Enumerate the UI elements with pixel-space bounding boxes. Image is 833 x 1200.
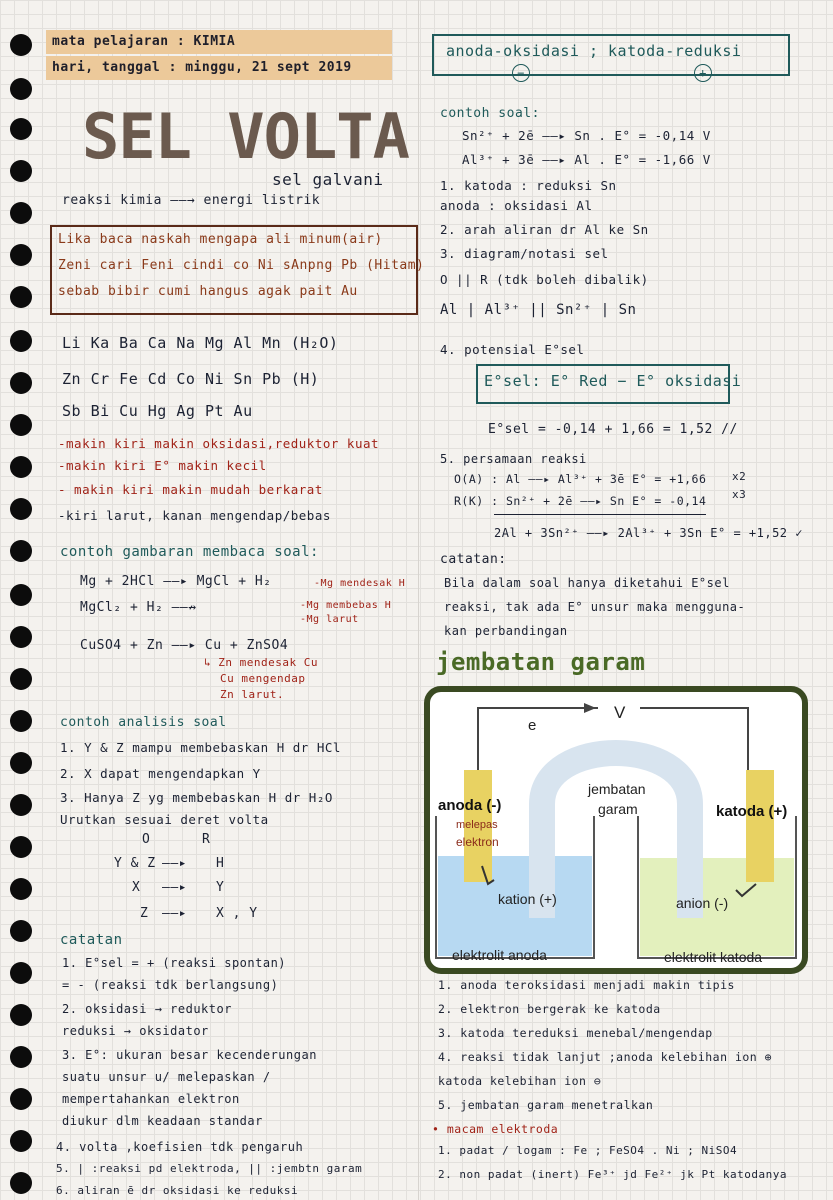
diagram-el-katoda: elektrolit katoda bbox=[664, 949, 763, 965]
diagram-katoda: katoda (+) bbox=[716, 803, 788, 820]
catatan-item: 3. E°: ukuran besar kecenderungan bbox=[62, 1048, 317, 1062]
point-line: 1. anoda teroksidasi menjadi makin tipis bbox=[438, 978, 735, 992]
catatan-right-text: reaksi, tak ada E° unsur maka mengguna- bbox=[444, 600, 746, 614]
half-reaction: Sn²⁺ + 2ē ——▸ Sn . E° = -0,14 V bbox=[462, 128, 711, 143]
rule-line: - makin kiri makin mudah berkarat bbox=[58, 482, 323, 497]
diagram-anion: anion (-) bbox=[676, 895, 729, 911]
diagram-bridge: garam bbox=[598, 801, 638, 817]
catatan-item: reduksi → oksidator bbox=[62, 1024, 209, 1038]
example-note: Zn larut. bbox=[220, 688, 285, 701]
analysis-table-cell: ——▸ bbox=[162, 880, 187, 895]
jembatan-title: jembatan garam bbox=[436, 648, 646, 676]
diagram-melepas: melepas bbox=[456, 819, 498, 831]
example-note: -Mg mendesak H bbox=[314, 578, 406, 589]
persamaan-label: 5. persamaan reaksi bbox=[440, 452, 587, 466]
analysis-heading: contoh analisis soal bbox=[60, 715, 227, 730]
catatan-item: 2. oksidasi → reduktor bbox=[62, 1002, 232, 1016]
plus-circle: + bbox=[694, 64, 712, 82]
catatan-item: 6. aliran ē dr oksidasi ke reduksi bbox=[56, 1184, 299, 1197]
contoh-soal-heading: contoh soal: bbox=[440, 106, 540, 121]
analysis-table-cell: ——▸ bbox=[162, 856, 187, 871]
example-equation: CuSO4 + Zn ——▸ Cu + ZnSO4 bbox=[80, 638, 289, 653]
elektroda-item: 2. non padat (inert) Fe³⁺ jd Fe²⁺ jk Pt katodanya bbox=[438, 1168, 788, 1181]
series-line: Li Ka Ba Ca Na Mg Al Mn (H₂O) bbox=[62, 334, 339, 352]
step-line: anoda : oksidasi Al bbox=[440, 198, 593, 213]
catatan-item: 5. | :reaksi pd elektroda, || :jembtn garam bbox=[56, 1162, 363, 1175]
catatan-heading: catatan bbox=[60, 932, 123, 948]
analysis-table-cell: X bbox=[132, 880, 141, 895]
example-note: -Mg membebas H bbox=[300, 600, 392, 611]
diagram-e: e bbox=[528, 717, 537, 734]
analysis-table-cell: Z bbox=[140, 906, 149, 921]
reaction-energy: reaksi kimia ——→ energi listrik bbox=[62, 193, 321, 208]
step-line: 1. katoda : reduksi Sn bbox=[440, 178, 617, 193]
sum-line bbox=[494, 514, 706, 515]
catatan-item: 1. E°sel = + (reaksi spontan) bbox=[62, 956, 287, 970]
catatan-item: suatu unsur u/ melepaskan / bbox=[62, 1070, 271, 1084]
mnemonic-line: sebab bibir cumi hangus agak pait Au bbox=[58, 284, 358, 299]
formula-text: E°sel: E° Red − E° oksidasi bbox=[484, 372, 742, 390]
diagram-kation: kation (+) bbox=[498, 891, 557, 907]
series-line: Sb Bi Cu Hg Ag Pt Au bbox=[62, 402, 253, 420]
diagram-bridge: jembatan bbox=[588, 781, 646, 797]
catatan-item: diukur dlm keadaan standar bbox=[62, 1114, 263, 1128]
salt-bridge-diagram bbox=[424, 686, 808, 974]
catatan-item: 4. volta ,koefisien tdk pengaruh bbox=[56, 1140, 304, 1154]
catatan-item: mempertahankan elektron bbox=[62, 1092, 240, 1106]
example-note: ↳ Zn mendesak Cu bbox=[204, 656, 318, 669]
analysis-table-head: R bbox=[202, 832, 211, 847]
example-equation: MgCl₂ + H₂ ——↛ bbox=[80, 600, 197, 615]
diagram-v: V bbox=[614, 703, 626, 722]
rule-line: -makin kiri makin oksidasi,reduktor kuat bbox=[58, 436, 380, 451]
example-equation: Mg + 2HCl ——▸ MgCl + H₂ bbox=[80, 574, 272, 589]
point-line: 2. elektron bergerak ke katoda bbox=[438, 1002, 661, 1016]
step-line: O || R (tdk boleh dibalik) bbox=[440, 272, 649, 287]
analysis-item: Urutkan sesuai deret volta bbox=[60, 812, 269, 827]
analysis-item: 1. Y & Z mampu membebaskan H dr HCl bbox=[60, 740, 341, 755]
potensial-label: 4. potensial E°sel bbox=[440, 342, 585, 357]
catatan-right-text: kan perbandingan bbox=[444, 624, 568, 638]
diagram-melepas: elektron bbox=[456, 835, 499, 849]
step-line: Al | Al³⁺ || Sn²⁺ | Sn bbox=[440, 302, 637, 318]
example-heading: contoh gambaran membaca soal: bbox=[60, 544, 319, 560]
catatan-item: = - (reaksi tdk berlangsung) bbox=[62, 978, 279, 992]
elektroda-heading: • macam elektroda bbox=[432, 1122, 559, 1136]
diagram-anoda: anoda (-) bbox=[438, 797, 502, 814]
anoda-katoda-label: anoda-oksidasi ; katoda-reduksi bbox=[446, 42, 742, 60]
mnemonic-line: Zeni cari Feni cindi co Ni sAnpng Pb (Hitam) bbox=[58, 258, 425, 273]
example-note: Cu mengendap bbox=[220, 672, 306, 685]
point-line: 4. reaksi tidak lanjut ;anoda kelebihan ion ⊕ bbox=[438, 1050, 773, 1064]
date-label: hari, tanggal : minggu, 21 sept 2019 bbox=[46, 56, 392, 80]
mnemonic-line: Lika baca naskah mengapa ali minum(air) bbox=[58, 232, 383, 247]
page-subtitle: sel galvani bbox=[272, 170, 384, 189]
step-line: 2. arah aliran dr Al ke Sn bbox=[440, 222, 649, 237]
reduction-eq: R(K) : Sn²⁺ + 2ē ——▸ Sn E° = -0,14 bbox=[454, 494, 707, 508]
multiplier: x2 bbox=[732, 470, 747, 483]
catatan-right-heading: catatan: bbox=[440, 552, 507, 567]
step-line: 3. diagram/notasi sel bbox=[440, 246, 609, 261]
analysis-table-cell: ——▸ bbox=[162, 906, 187, 921]
rule-line: -kiri larut, kanan mengendap/bebas bbox=[58, 508, 331, 523]
analysis-table-cell: Y & Z bbox=[114, 856, 156, 871]
rule-line: -makin kiri E° makin kecil bbox=[58, 458, 267, 473]
multiplier: x3 bbox=[732, 488, 747, 501]
minus-circle: − bbox=[512, 64, 530, 82]
series-line: Zn Cr Fe Cd Co Ni Sn Pb (H) bbox=[62, 370, 320, 388]
analysis-table-head: O bbox=[142, 832, 151, 847]
analysis-table-cell: H bbox=[216, 856, 225, 871]
analysis-table-cell: X , Y bbox=[216, 906, 258, 921]
page-divider bbox=[418, 0, 419, 1200]
example-note: -Mg larut bbox=[300, 614, 359, 625]
subject-label: mata pelajaran : KIMIA bbox=[46, 30, 392, 54]
point-line: katoda kelebihan ion ⊖ bbox=[438, 1074, 602, 1088]
catatan-right-text: Bila dalam soal hanya diketahui E°sel bbox=[444, 576, 730, 590]
elektroda-item: 1. padat / logam : Fe ; FeSO4 . Ni ; NiSO4 bbox=[438, 1144, 738, 1157]
point-line: 5. jembatan garam menetralkan bbox=[438, 1098, 654, 1112]
half-reaction: Al³⁺ + 3ē ——▸ Al . E° = -1,66 V bbox=[462, 152, 711, 167]
page-title: SEL VOLTA bbox=[82, 100, 409, 173]
diagram-el-anoda: elektrolit anoda bbox=[452, 947, 547, 963]
total-eq: 2Al + 3Sn²⁺ ——▸ 2Al³⁺ + 3Sn E° = +1,52 ✓ bbox=[494, 526, 803, 540]
analysis-item: 3. Hanya Z yg membebaskan H dr H₂O bbox=[60, 790, 333, 805]
analysis-table-cell: Y bbox=[216, 880, 225, 895]
oxidation-eq: O(A) : Al ——▸ Al³⁺ + 3ē E° = +1,66 bbox=[454, 472, 707, 486]
calc-line: E°sel = -0,14 + 1,66 = 1,52 // bbox=[488, 422, 738, 437]
analysis-item: 2. X dapat mengendapkan Y bbox=[60, 766, 261, 781]
point-line: 3. katoda tereduksi menebal/mengendap bbox=[438, 1026, 713, 1040]
